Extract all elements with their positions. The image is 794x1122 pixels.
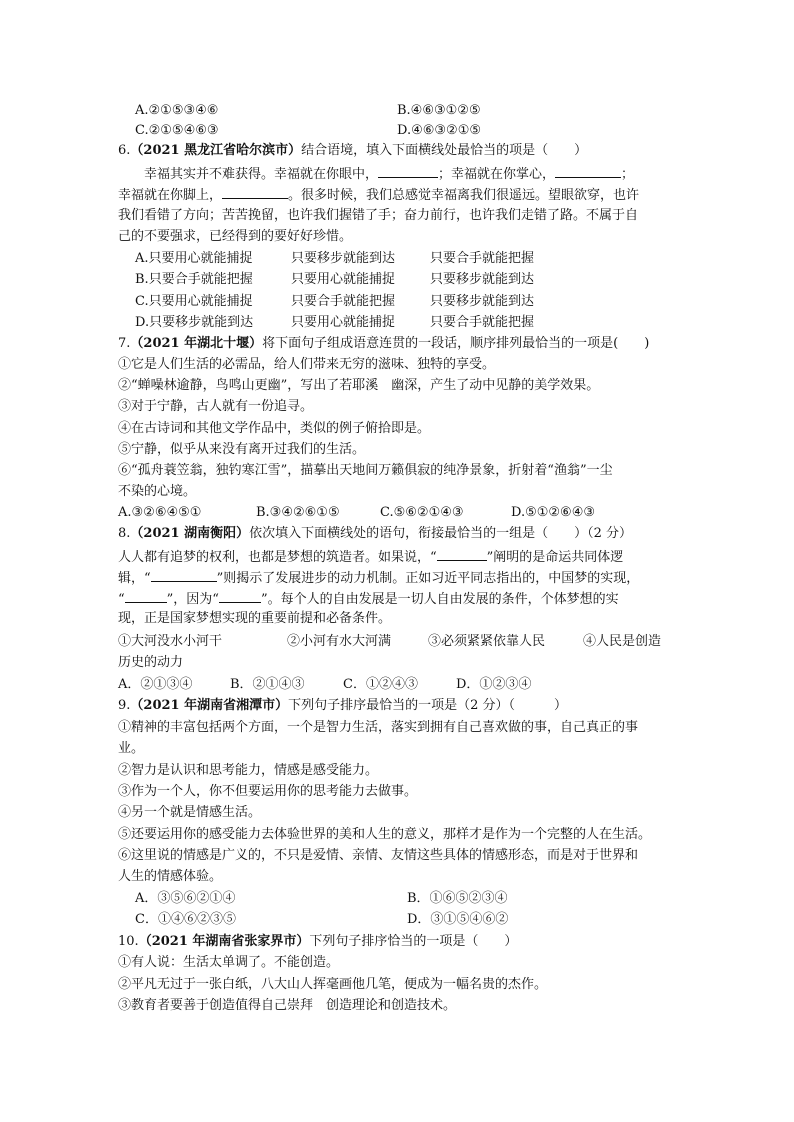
q7-sentence: ①它是人们生活的必需品，给人们带来无穷的滋味、独特的享受。 xyxy=(118,357,496,372)
q6-option-b-part: 只要用心就能捕捉 xyxy=(291,272,396,287)
q8-choice-4-cont: 历史的动力 xyxy=(118,655,184,670)
q7-sentence: ④在古诗词和其他文学作品中，类似的例子俯拾即是。 xyxy=(118,421,431,436)
q10-sentence: ③教育者要善于创造值得自己崇拜 创造理论和创造技术。 xyxy=(118,998,457,1013)
q9-option-d: D．③①⑤④⑥② xyxy=(407,912,509,927)
q8-option-c: C．①②④③ xyxy=(343,677,418,692)
q6-option-a: A.只要用心就能捕捉 xyxy=(135,251,253,266)
q9-heading: 9.（2021 年湖南省湘潭市）下列句子排序最恰当的一项是（2 分）（ ） xyxy=(118,698,568,713)
q8-heading: 8.（2021 湖南衡阳）依次填入下面横线处的语句，衔接最恰当的一组是（ ）（2 分） xyxy=(118,526,633,541)
q8-choice-2: ②小河有水大河满 xyxy=(287,634,392,649)
q8-blank-3 xyxy=(125,588,167,603)
q9-source: （2021 年湖南省湘潭市） xyxy=(130,698,289,713)
q6-heading xyxy=(118,141,587,161)
q7-option-d: D.⑤①②⑥④③ xyxy=(511,505,596,520)
q7-sentence: ②“蝉噪林逾静，鸟鸣山更幽”，写出了若耶溪 幽深，产生了动中见静的美学效果。 xyxy=(118,378,600,393)
q8-blank-2 xyxy=(151,567,217,582)
q9-option-b: B．①⑥⑤②③④ xyxy=(407,891,508,906)
q6-option-d-part: 只要合手就能把握 xyxy=(430,315,535,330)
q7-source: （2021 年湖北十堰） xyxy=(130,336,263,351)
q7-sentence: ③对于宁静，古人就有一份追寻。 xyxy=(118,399,314,414)
q8-choice-4: ④人民是创造 xyxy=(583,634,662,649)
q6-option-d: D.只要移步就能到达 xyxy=(135,315,254,330)
q8-source: （2021 湖南衡阳） xyxy=(130,526,250,541)
q9-option-a: A．③⑤⑥②①④ xyxy=(135,891,236,906)
q6-option-d-part: 只要用心就能捕捉 xyxy=(291,315,396,330)
q7-sentence: 不染的心境。 xyxy=(118,484,197,499)
q9-sentence: ②智力是认识和思考能力，情感是感受能力。 xyxy=(118,763,379,778)
q6-option-c-part: 只要合手就能把握 xyxy=(291,294,396,309)
q6-option-c: C.只要用心就能捕捉 xyxy=(135,294,253,309)
q9-stem: 下列句子排序最恰当的一项是（2 分）（ ） xyxy=(288,698,568,713)
q6-number: 6. xyxy=(118,143,131,158)
q5-option-d: D.④⑥③②①⑤ xyxy=(397,123,482,138)
q5-option-a: A.②①⑤③④⑥ xyxy=(135,103,219,118)
q6-passage-line: 幸福就在你脚上， 。很多时候，我们总感觉幸福离我们很遥远。望眼欲穿，也许 xyxy=(118,184,639,206)
q7-heading: 7.（2021 年湖北十堰）将下面句子组成语意连贯的一段话，顺序排列最恰当的一项是( ) xyxy=(118,336,650,351)
q5-option-c: C.②①⑤④⑥③ xyxy=(135,123,219,138)
q8-blank-1 xyxy=(437,546,487,561)
q8-choice-1: ①大河没水小河干 xyxy=(118,634,223,649)
q9-sentence: ③作为一个人，你不但要运用你的思考能力去做事。 xyxy=(118,784,418,799)
q7-sentence: ⑤宁静，似乎从来没有离开过我们的生活。 xyxy=(118,442,366,457)
q7-option-c: C.⑤⑥②①④③ xyxy=(380,505,464,520)
q9-sentence: ⑤还要运用你的感受能力去体验世界的美和人生的意义，那样才是作为一个完整的人在生活。 xyxy=(118,827,652,842)
q9-sentence: ④另一个就是情感生活。 xyxy=(118,805,262,820)
q10-sentence: ②平凡无过于一张白纸，八大山人挥毫画他几笔，便成为一幅名贵的杰作。 xyxy=(118,977,548,992)
q9-sentence: ①精神的丰富包括两个方面，一个是智力生活，落实到拥有自己喜欢做的事，自己真正的事 xyxy=(118,720,639,735)
q10-stem: 下列句子排序恰当的一项是（ ） xyxy=(309,934,518,949)
q8-passage-line: “ ”，因为“ ”。每个人的自由发展是一切人自由发展的条件，个体梦想的实 xyxy=(118,588,619,610)
q6-passage-line: 幸福其实并不难获得。幸福就在你眼中， ；幸福就在你掌心， ； xyxy=(144,163,634,185)
q6-source: （2021 黑龙江省哈尔滨市） xyxy=(130,143,302,158)
q6-passage-line: 己的不要强求，已经得到的要好好珍惜。 xyxy=(118,229,353,244)
q6-passage-line: 我们看错了方向；苦苦挽留，也许我们握错了手；奋力前行，也许我们走错了路。不属于自 xyxy=(118,208,639,223)
q6-stem: 结合语境，填入下面横线处最恰当的项是（ ） xyxy=(301,143,588,158)
q6-option-a-part: 只要合手就能把握 xyxy=(430,251,535,266)
q10-source: （2021 年湖南省张家界市） xyxy=(138,934,310,949)
q10-sentence: ①有人说：生活太单调了。不能创造。 xyxy=(118,955,340,970)
q8-passage-line: 现，正是国家梦想实现的重要前提和必备条件。 xyxy=(118,611,392,626)
q10-heading: 10.（2021 年湖南省张家界市）下列句子排序恰当的一项是（ ） xyxy=(118,934,518,949)
q7-stem: 将下面句子组成语意连贯的一段话，顺序排列最恰当的一项是( ) xyxy=(262,336,650,351)
q8-choice-3: ③必须紧紧依靠人民 xyxy=(428,634,546,649)
q9-sentence: 人生的情感体验。 xyxy=(118,869,223,884)
q6-option-b-part: 只要移步就能到达 xyxy=(430,272,535,287)
q5-option-b: B.④⑥③①②⑤ xyxy=(397,103,481,118)
q8-passage-line: 辑，“ ”则揭示了发展进步的动力机制。正如习近平同志指出的，中国梦的实现， xyxy=(118,567,639,589)
q8-stem: 依次填入下面横线处的语句，衔接最恰当的一组是（ ）（2 分） xyxy=(249,526,633,541)
q7-sentence: ⑥“孤舟蓑笠翁，独钓寒江雪”，描摹出天地间万籁俱寂的纯净景象，折射着“渔翁”一尘 xyxy=(118,463,613,478)
q6-blank-3 xyxy=(222,184,288,199)
q8-option-d: D．①②③④ xyxy=(456,677,532,692)
q6-option-b: B.只要合手就能把握 xyxy=(135,272,253,287)
q6-option-c-part: 只要移步就能到达 xyxy=(430,294,535,309)
q8-option-b: B．②①④③ xyxy=(230,677,305,692)
q8-option-a: A．②①③④ xyxy=(118,677,193,692)
q7-option-a: A.③②⑥④⑤① xyxy=(118,505,202,520)
q7-option-b: B.③④②⑥①⑤ xyxy=(256,505,340,520)
q8-passage-line: 人人都有追梦的权利，也都是梦想的筑造者。如果说，“ ”阐明的是命运共同体逻 xyxy=(118,546,623,568)
q6-blank-1 xyxy=(378,163,438,178)
q8-blank-4 xyxy=(219,588,261,603)
q6-option-a-part: 只要移步就能到达 xyxy=(291,251,396,266)
q6-blank-2 xyxy=(555,163,621,178)
q9-option-c: C．①④⑥②③⑤ xyxy=(135,912,236,927)
q9-sentence: 业。 xyxy=(118,741,145,756)
q9-sentence: ⑥这里说的情感是广义的，不只是爱情、亲情、友情这些具体的情感形态，而是对于世界和 xyxy=(118,848,639,863)
